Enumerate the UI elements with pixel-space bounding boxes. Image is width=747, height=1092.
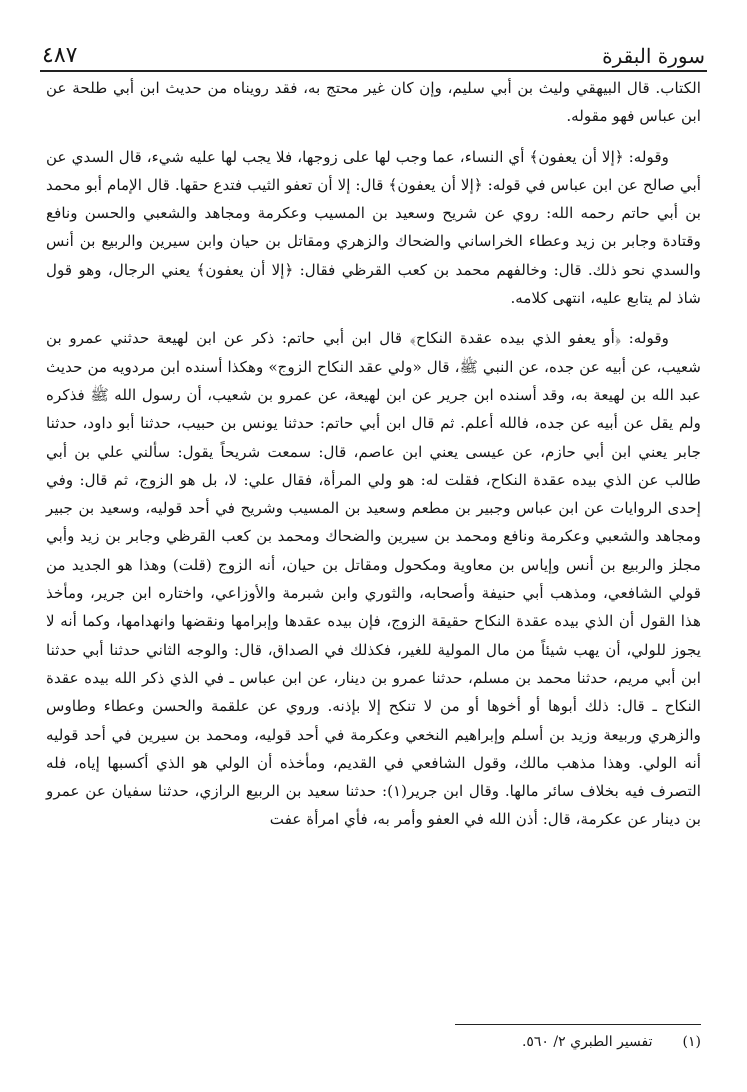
footnote-text: تفسير الطبري ٢/ ٥٦٠.	[521, 1034, 653, 1050]
footnote	[522, 1034, 701, 1050]
paragraph-2: وقوله: ﴿إلا أن يعفون﴾ أي النساء، عما وجب لها على زوجها، فلا يجب لها عليه شيء، قال السدي عن أبي صالح عن ابن عباس في قوله: ﴿إلا أن يعفون﴾ قال: إلا أن تعفو الثيب فتدع حقها. قال الإمام أبو محمد بن أبي حاتم رحمه الله: روي عن شريح وسعيد بن المسيب وعكرمة ومجاهد والشعبي والحسن ونافع وقتادة وجابر بن زيد وعطاء الخراساني والضحاك والزهري ومقاتل بن حيان وابن سيرين والربيع بن أنس والسدي نحو ذلك. قال: وخالفهم محمد بن كعب القرظي فقال: ﴿إلا أن يعفون﴾ يعني الرجال، وهو قول شاذ لم يتابع عليه، انتهى كلامه.	[46, 147, 701, 308]
main-text	[46, 74, 701, 834]
header-divider	[40, 70, 707, 72]
page-header	[42, 38, 705, 68]
paragraph-1: الكتاب. قال البيهقي وليث بن أبي سليم، وإن كان غير محتج به، فقد رويناه من حديث ابن أبي طلحة عن ابن عباس فهو مقوله.	[46, 79, 701, 126]
surah-title: سورة البقرة	[602, 44, 705, 68]
footnote-marker: (١)	[682, 1034, 701, 1050]
paragraph-3: وقوله: ﴿أو يعفو الذي بيده عقدة النكاح﴾ قال ابن أبي حاتم: ذكر عن ابن لهيعة حدثني عمرو بن شعيب، عن أبيه عن جده، عن النبي ﷺ، قال «ولي عقد النكاح الزوج» وهكذا أسنده ابن مردويه من حديث عبد الله بن لهيعة به، وقد أسنده ابن جرير عن ابن لهيعة، عن عمرو بن شعيب، أن رسول الله ﷺ فذكره ولم يقل عن أبيه عن جده، فالله أعلم. ثم قال ابن أبي حاتم: حدثنا يونس بن حبيب، حدثنا أبو داود، حدثنا جابر يعني ابن أبي حازم، عن عيسى يعني ابن عاصم، قال: سمعت شريحاً يقول: سألني علي بن أبي طالب عن الذي بيده عقدة النكاح، فقلت له: هو ولي المرأة، فقال علي: لا، بل هو الزوج، ثم قال: وفي إحدى الروايات عن ابن عباس وجبير بن مطعم وسعيد بن المسيب وشريح في أحد قوليه، وسعيد بن جبير ومجاهد والشعبي وعكرمة ونافع ومحمد بن سيرين والضحاك ومحمد بن كعب القرظي وجابر بن زيد وأبي مجلز والربيع بن أنس وإياس بن معاوية ومكحول ومقاتل بن حيان، أنه الزوج (قلت) وهذا هو الجديد من قولي الشافعي، ومذهب أبي حنيفة وأصحابه، والثوري وابن شبرمة والأوزاعي، واختاره ابن جرير، ومأخذ هذا القول أن الذي بيده عقدة النكاح حقيقة الزوج، فإن بيده عقدها وإبرامها ونقضها وانهدامها، وكما أنه لا يجوز للولي، أن يهب شيئاً من مال المولية للغير، فكذلك في الصداق، قال: والوجه الثاني حدثنا أبي حدثنا ابن أبي مريم، حدثنا محمد بن مسلم، حدثنا عمرو بن دينار، عن ابن عباس ـ في الذي ذكر الله بيده عقدة النكاح ـ قال: ذلك أبوها أو أخوها أو من لا تنكح إلا بإذنه. وروي عن علقمة والحسن وعطاء وطاوس والزهري وربيعة وزيد بن أسلم وإبراهيم النخعي وعكرمة في أحد قوليه، ومحمد بن سيرين في أحد قوليه أنه الولي. وهذا مذهب مالك، وقول الشافعي في القديم، ومأخذه أن الولي هو الذي أكسبها إياه، فله التصرف فيه بخلاف سائر مالها. وقال ابن جرير(١): حدثنا سعيد بن الربيع الرازي، حدثنا سفيان عن عمرو بن دينار عن عكرمة، قال: أذن الله في العفو وأمر به، فأي امرأة عفت	[46, 329, 701, 829]
page-number: ٤٨٧	[42, 43, 78, 68]
footnote-divider	[455, 1024, 701, 1025]
